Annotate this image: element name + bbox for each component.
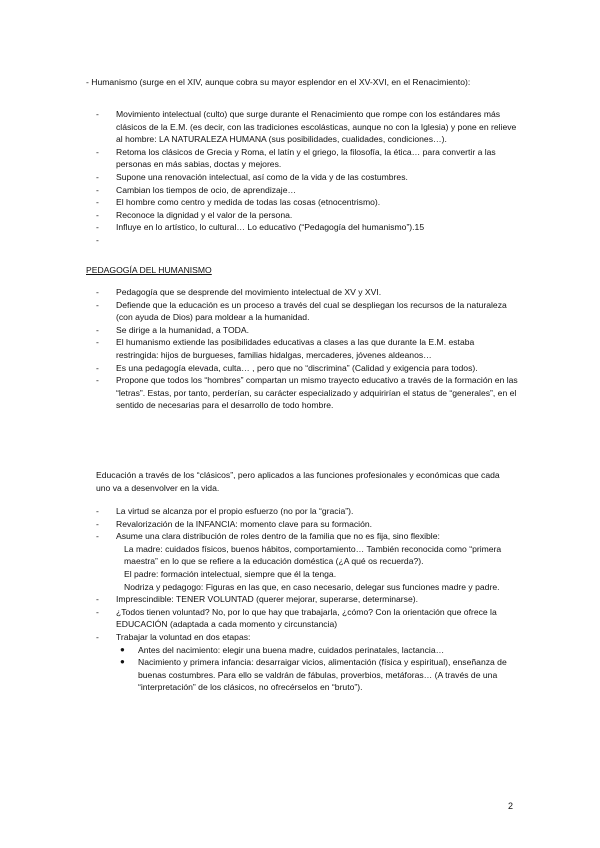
list-item-text: - Trabajar la voluntad en dos etapas: <box>116 631 251 642</box>
list-item-text: - Asume una clara distribución de roles dentro de la familia que no es fija, sino flexible: <box>116 531 440 542</box>
list-item: - Movimiento intelectual (culto) que surge durante el Renacimiento que rompe con los estándares más clásicos de la E.M. (es decir, con las tradiciones escolásticas, aunque no con la Iglesia) y pone en relieve al hombre: LA NATURALEZA HUMANA (sus posibilidades, cualidades, condiciones…). <box>86 108 518 146</box>
list-item: - La virtud se alcanza por el propio esfuerzo (no por la “gracia”). <box>86 505 518 518</box>
list-item: - Defiende que la educación es un proceso a través del cual se despliegan los recursos de la naturaleza (con ayuda de Dios) para moldear a la humanidad. <box>86 299 518 324</box>
list-item: - Cambian los tiempos de ocio, de aprendizaje… <box>86 184 518 197</box>
list-item: - Revalorización de la INFANCIA: momento clave para su formación. <box>86 518 518 531</box>
list-item: - Propone que todos los “hombres” compartan un mismo trayecto educativo a través de la formación en las “letras”. Estas, por tanto, perderían, su carácter especializado y adquirirían el status de “generales”, en el sentido de necesarias para el desarrollo de todo hombre. <box>86 374 518 412</box>
sub-item-madre: La madre: cuidados físicos, buenos hábitos, comportamiento… También reconocida como “primera maestra” en lo que se refiere a la educación doméstica (¿A qué os recuerda?). <box>124 543 502 567</box>
etapas-bullets <box>116 644 518 694</box>
list-item: - Se dirige a la humanidad, a TODA. <box>86 324 518 337</box>
bullet-item: ● Nacimiento y primera infancia: desarraigar vicios, alimentación (física y espiritual), enseñanza de buenas costumbres. Para ello se valdrán de fábulas, proverbios, metáforas… (A través de una “interpretación” de los clásicos, no ofrecérselos en “bruto”). <box>116 656 518 694</box>
sub-item-padre: El padre: formación intelectual, siempre que él la tenga. <box>124 568 337 579</box>
list-item: - Imprescindible: TENER VOLUNTAD (querer mejorar, superarse, determinarse). <box>86 593 518 606</box>
pedagogia-list <box>86 286 518 412</box>
list-item: - Es una pedagogía elevada, culta… , pero que no “discrimina” (Calidad y exigencia para todos). <box>86 362 518 375</box>
list-item: - El hombre como centro y medida de todas las cosas (etnocentrismo). <box>86 196 518 209</box>
humanismo-list <box>86 108 518 234</box>
page-number: 2 <box>508 801 514 811</box>
section-heading: PEDAGOGÍA DEL HUMANISMO <box>86 265 212 275</box>
list-item: - Reconoce la dignidad y el valor de la persona. <box>86 209 518 222</box>
intro-paragraph: - Humanismo (surge en el XIV, aunque cobra su mayor esplendor en el XV-XVI, en el Renacimiento): <box>86 77 471 87</box>
sub-item-nodriza: Nodriza y pedagogo: Figuras en las que, en caso necesario, delegar sus funciones madre y padre. <box>124 581 500 592</box>
list-item: - Supone una renovación intelectual, así como de la vida y de las costumbres. <box>86 171 518 184</box>
list-item: - Retoma los clásicos de Grecia y Roma, el latín y el griego, la filosofía, la ética… para convertir a las personas en más sabias, doctas y mejores. <box>86 146 518 171</box>
list-item: - Influye en lo artístico, lo cultural… Lo educativo (“Pedagogía del humanismo”).15 <box>86 221 518 234</box>
list-item: - ¿Todos tienen voluntad? No, por lo que hay que trabajarla, ¿cómo? Con la orientación que ofrece la EDUCACIÓN (adaptada a cada momento y circunstancia) <box>86 606 518 631</box>
clasicos-paragraph: Educación a través de los “clásicos”, pero aplicados a las funciones profesionales y económicas que cada uno va a desenvolver en la vida. <box>96 470 500 493</box>
list-item: - El humanismo extiende las posibilidades educativas a clases a las que durante la E.M. estaba restringida: hijos de burgueses, familias hidalgas, mercaderes, jóvenes aldeanos… <box>86 336 518 361</box>
educacion-list <box>86 505 518 694</box>
bullet-item: ● Antes del nacimiento: elegir una buena madre, cuidados perinatales, lactancia… <box>116 644 518 657</box>
list-item <box>86 631 518 694</box>
list-item <box>86 530 518 593</box>
list-item: - Pedagogía que se desprende del movimiento intelectual de XV y XVI. <box>86 286 518 299</box>
